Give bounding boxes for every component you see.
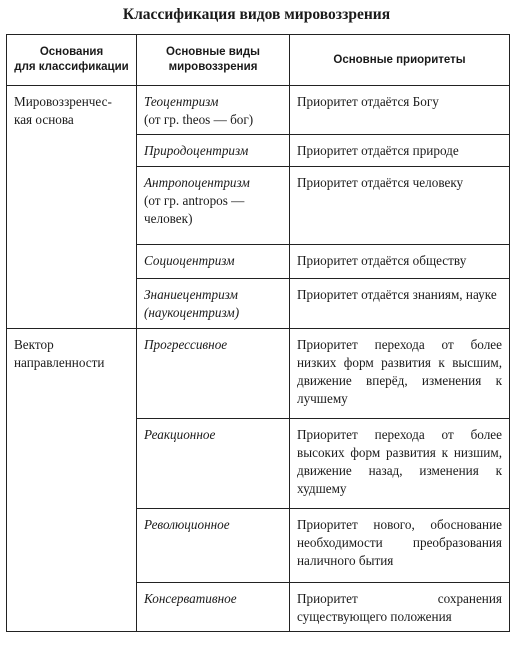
priority-cell: Приоритет отдаётся природе <box>290 135 510 167</box>
table-row <box>7 329 510 419</box>
view-cell: Революционное <box>137 509 290 583</box>
view-cell: Теоцентризм (от гр. theos — бог) <box>137 86 290 135</box>
priority-cell: Приоритет отдаётся знаниям, науке <box>290 279 510 329</box>
classification-table <box>6 34 510 632</box>
basis-cell-vector: Вектор направленности <box>7 329 137 632</box>
table-title: Классификация видов мировоззрения <box>122 6 391 23</box>
header-priorities: Основные приоритеты <box>290 35 510 86</box>
view-cell: Антропоцентризм (от гр. antropos — человек) <box>137 167 290 245</box>
priority-cell: Приоритет перехода от более низких форм развития к высшим, движение вперёд, изменения к лучшему <box>290 329 510 419</box>
view-cell: Знаниецентризм (наукоцентризм) <box>137 279 290 329</box>
priority-cell: Приоритет отдаётся обществу <box>290 245 510 279</box>
table-row <box>7 86 510 135</box>
view-cell: Социоцентризм <box>137 245 290 279</box>
header-row <box>7 35 510 86</box>
view-cell: Природоцентризм <box>137 135 290 167</box>
view-cell: Консервативное <box>137 583 290 632</box>
priority-cell: Приоритет перехода от более высоких форм развития к низшим, движение назад, изменения к худшему <box>290 419 510 509</box>
basis-cell-worldview: Мировоззренчес- кая основа <box>7 86 137 329</box>
priority-cell: Приоритет сохранения существующего положения <box>290 583 510 632</box>
priority-cell: Приоритет нового, обоснование необходимости преобразования наличного бытия <box>290 509 510 583</box>
view-cell: Реакционное <box>137 419 290 509</box>
priority-cell: Приоритет отдаётся человеку <box>290 167 510 245</box>
header-basis: Основания для классификации <box>7 35 137 86</box>
priority-cell: Приоритет отдаётся Богу <box>290 86 510 135</box>
header-views: Основные виды мировоззрения <box>137 35 290 86</box>
view-cell: Прогрессивное <box>137 329 290 419</box>
